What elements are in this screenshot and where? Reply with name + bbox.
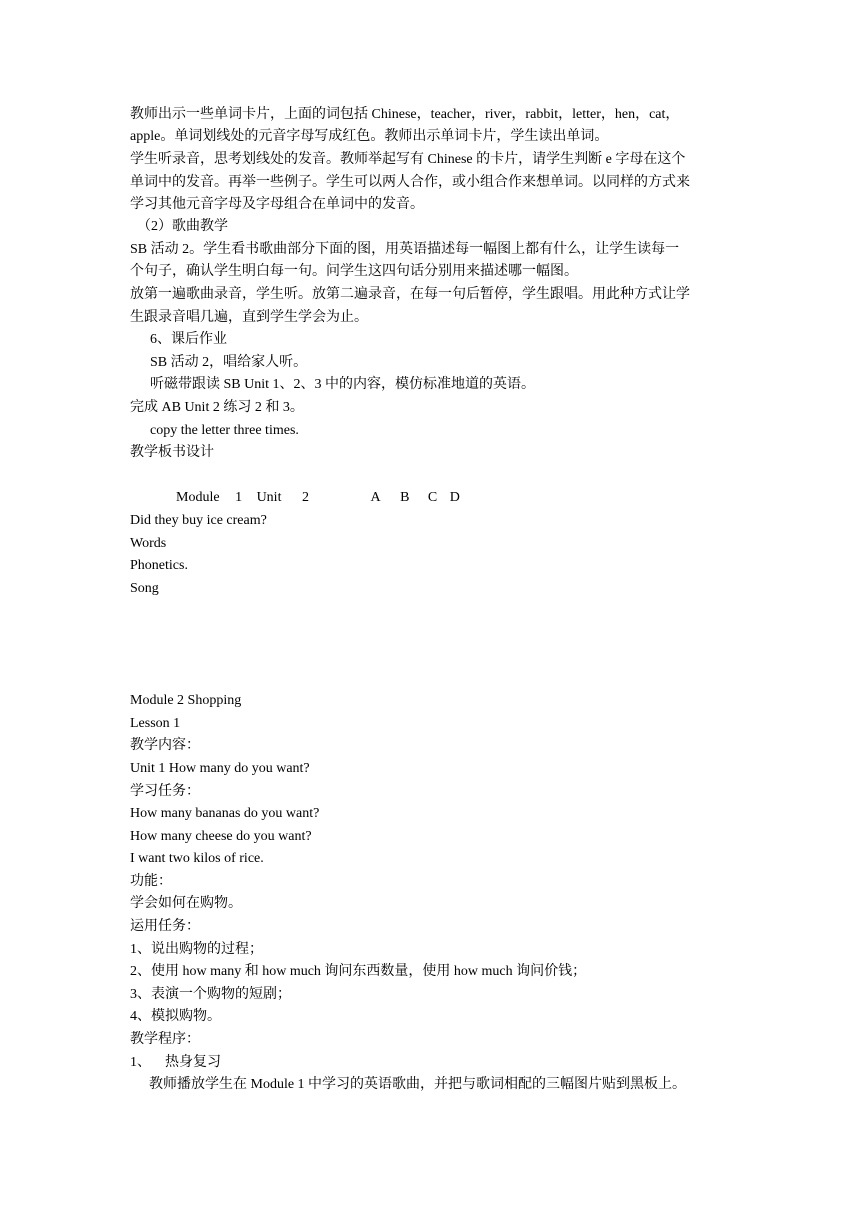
module-title: Module 2 Shopping: [130, 693, 242, 708]
board-letter-b: B: [400, 490, 410, 505]
list-item: 1、 热身复习: [130, 1055, 221, 1070]
list-item: 4、模拟购物。: [130, 1009, 221, 1024]
text-line: 教师出示一些单词卡片，上面的词包括 Chinese，teacher，river，rabbit，letter，hen，cat，: [130, 107, 680, 122]
lesson-title: Lesson 1: [130, 716, 181, 731]
text-line: 运用任务：: [130, 919, 200, 934]
section-heading: （2）歌曲教学: [137, 219, 228, 234]
text-line: 学习任务：: [130, 784, 200, 799]
text-line: 功能：: [130, 874, 172, 889]
list-item: 1、说出购物的过程；: [130, 942, 263, 957]
board-module: Module: [176, 490, 220, 505]
text-line: 教师播放学生在 Module 1 中学习的英语歌曲，并把与歌词相配的三幅图片贴到黑板上。: [149, 1077, 687, 1092]
text-line: apple。单词划线处的元音字母写成红色。教师出示单词卡片，学生读出单词。: [130, 129, 609, 144]
text-line: SB 活动 2，唱给家人听。: [150, 355, 308, 370]
section-heading: 教学板书设计: [130, 445, 214, 460]
board-unit-number: 2: [301, 490, 309, 505]
board-module-number: 1: [235, 490, 243, 505]
board-title: [176, 490, 786, 506]
board-letter-c: C: [427, 490, 438, 505]
list-item: 2、使用 how many 和 how much 询问东西数量，使用 how much 询问价钱；: [130, 964, 587, 979]
text-line: 放第一遍歌曲录音，学生听。放第二遍录音，在每一句后暂停，学生跟唱。用此种方式让学: [130, 287, 690, 302]
board-letter-a: A: [370, 490, 381, 505]
board-letter-d: D: [449, 490, 460, 505]
text-line: 听磁带跟读 SB Unit 1、2、3 中的内容，模仿标准地道的英语。: [150, 377, 536, 392]
text-line: How many bananas do you want?: [130, 806, 320, 821]
board-line: Song: [130, 581, 159, 596]
text-line: 生跟录音唱几遍，直到学生学会为止。: [130, 310, 368, 325]
text-line: 个句子，确认学生明白每一句。问学生这四句话分别用来描述哪一幅图。: [130, 264, 578, 279]
text-line: 完成 AB Unit 2 练习 2 和 3。: [130, 400, 304, 415]
text-line: SB 活动 2。学生看书歌曲部分下面的图，用英语描述每一幅图上都有什么，让学生读每一: [130, 242, 680, 257]
text-line: 学习其他元音字母及字母组合在单词中的发音。: [130, 197, 424, 212]
text-line: copy the letter three times.: [150, 423, 299, 438]
text-line: I want two kilos of rice.: [130, 851, 264, 866]
text-line: 教学内容：: [130, 738, 200, 753]
text-line: How many cheese do you want?: [130, 829, 312, 844]
section-heading: 6、课后作业: [150, 332, 227, 347]
text-line: 学生听录音，思考划线处的发音。教师举起写有 Chinese 的卡片，请学生判断 e 字母在这个: [130, 152, 686, 167]
text-line: 单词中的发音。再举一些例子。学生可以两人合作，或小组合作来想单词。以同样的方式来: [130, 175, 690, 190]
board-line: Did they buy ice cream?: [130, 513, 267, 528]
board-unit: Unit: [256, 490, 282, 505]
text-line: Unit 1 How many do you want?: [130, 761, 310, 776]
text-line: 教学程序：: [130, 1032, 200, 1047]
list-item: 3、表演一个购物的短剧；: [130, 987, 291, 1002]
board-line: Words: [130, 536, 167, 551]
text-line: 学会如何在购物。: [130, 896, 242, 911]
board-line: Phonetics.: [130, 558, 188, 573]
